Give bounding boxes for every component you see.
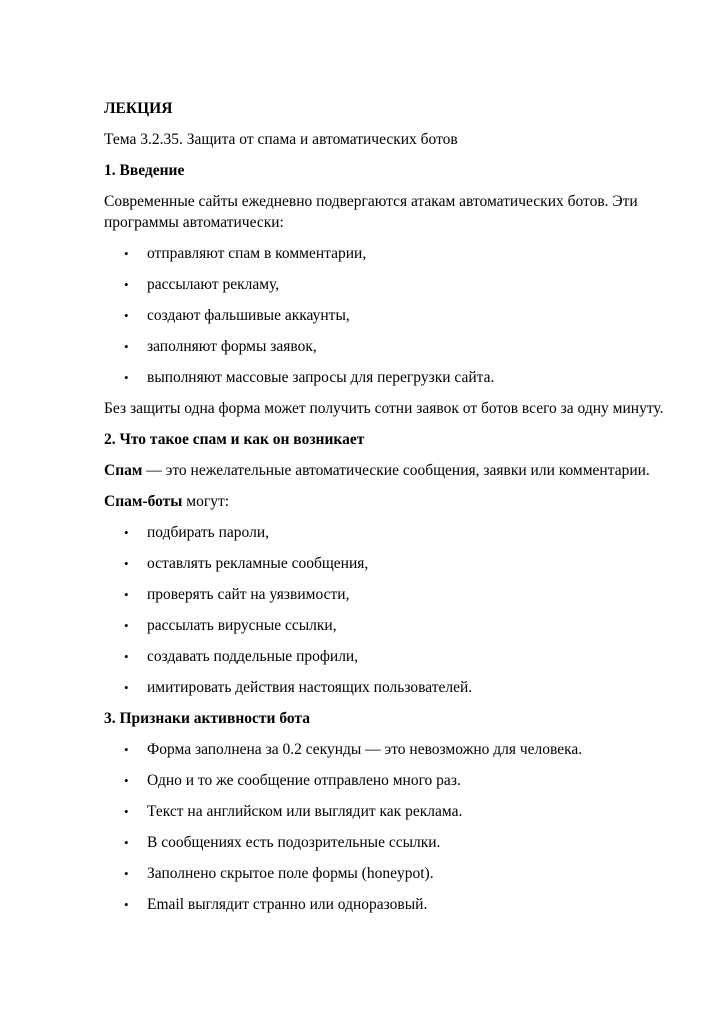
list-item: • Форма заполнена за 0.2 секунды — это невозможно для человека. <box>124 741 583 758</box>
bullet-icon: • <box>124 618 129 633</box>
section-2-list <box>104 522 674 698</box>
bullet-icon: • <box>124 773 129 788</box>
list-item: • В сообщениях есть подозрительные ссылки. <box>124 834 441 851</box>
spam-definition-text: — это нежелательные автоматические сообщения, заявки или комментарии. <box>142 462 650 479</box>
bullet-icon: • <box>124 525 129 540</box>
bullet-icon: • <box>124 556 129 571</box>
bullet-icon: • <box>124 339 129 354</box>
bullet-icon: • <box>124 866 129 881</box>
list-item: • проверять сайт на уязвимости, <box>124 586 350 603</box>
section-1-title: 1. Введение <box>104 162 185 179</box>
list-item: • создают фальшивые аккаунты, <box>124 307 350 324</box>
lecture-topic: Тема 3.2.35. Защита от спама и автоматических ботов <box>104 131 458 148</box>
lecture-heading: ЛЕКЦИЯ <box>104 100 173 117</box>
section-1-intro: Современные сайты ежедневно подвергаются атакам автоматических ботов. Эти программы автоматически: <box>104 193 638 231</box>
list-item: • рассылают рекламу, <box>124 276 280 293</box>
list-item: • Email выглядит странно или одноразовый. <box>124 896 428 913</box>
list-item: • заполняют формы заявок, <box>124 338 317 355</box>
list-item: • Одно и то же сообщение отправлено много раз. <box>124 772 461 789</box>
list-item: • Текст на английском или выглядит как реклама. <box>124 803 463 820</box>
bullet-icon: • <box>124 277 129 292</box>
list-item: • имитировать действия настоящих пользователей. <box>124 679 473 696</box>
bullet-icon: • <box>124 308 129 323</box>
document-page <box>104 98 674 925</box>
bullet-icon: • <box>124 370 129 385</box>
spam-term: Спам <box>104 462 143 479</box>
bullet-icon: • <box>124 897 129 912</box>
bullet-icon: • <box>124 246 129 261</box>
section-1-outro: Без защиты одна форма может получить сотни заявок от ботов всего за одну минуту. <box>104 400 664 417</box>
bullet-icon: • <box>124 804 129 819</box>
list-item: • создавать поддельные профили, <box>124 648 359 665</box>
list-item: • подбирать пароли, <box>124 524 269 541</box>
bullet-icon: • <box>124 649 129 664</box>
bullet-icon: • <box>124 742 129 757</box>
section-3-list <box>104 739 674 915</box>
spambots-intro-text: могут: <box>182 493 230 510</box>
spam-definition <box>104 460 674 481</box>
section-1-list <box>104 243 674 388</box>
spambots-term: Спам-боты <box>104 493 183 510</box>
section-2-title: 2. Что такое спам и как он возникает <box>104 431 365 448</box>
spambots-intro <box>104 491 674 512</box>
list-item: • отправляют спам в комментарии, <box>124 245 367 262</box>
list-item: • Заполнено скрытое поле формы (honeypot). <box>124 865 434 882</box>
list-item: • рассылать вирусные ссылки, <box>124 617 337 634</box>
list-item: • оставлять рекламные сообщения, <box>124 555 369 572</box>
bullet-icon: • <box>124 835 129 850</box>
bullet-icon: • <box>124 587 129 602</box>
section-3-title: 3. Признаки активности бота <box>104 710 310 727</box>
bullet-icon: • <box>124 680 129 695</box>
list-item: • выполняют массовые запросы для перегрузки сайта. <box>124 369 495 386</box>
